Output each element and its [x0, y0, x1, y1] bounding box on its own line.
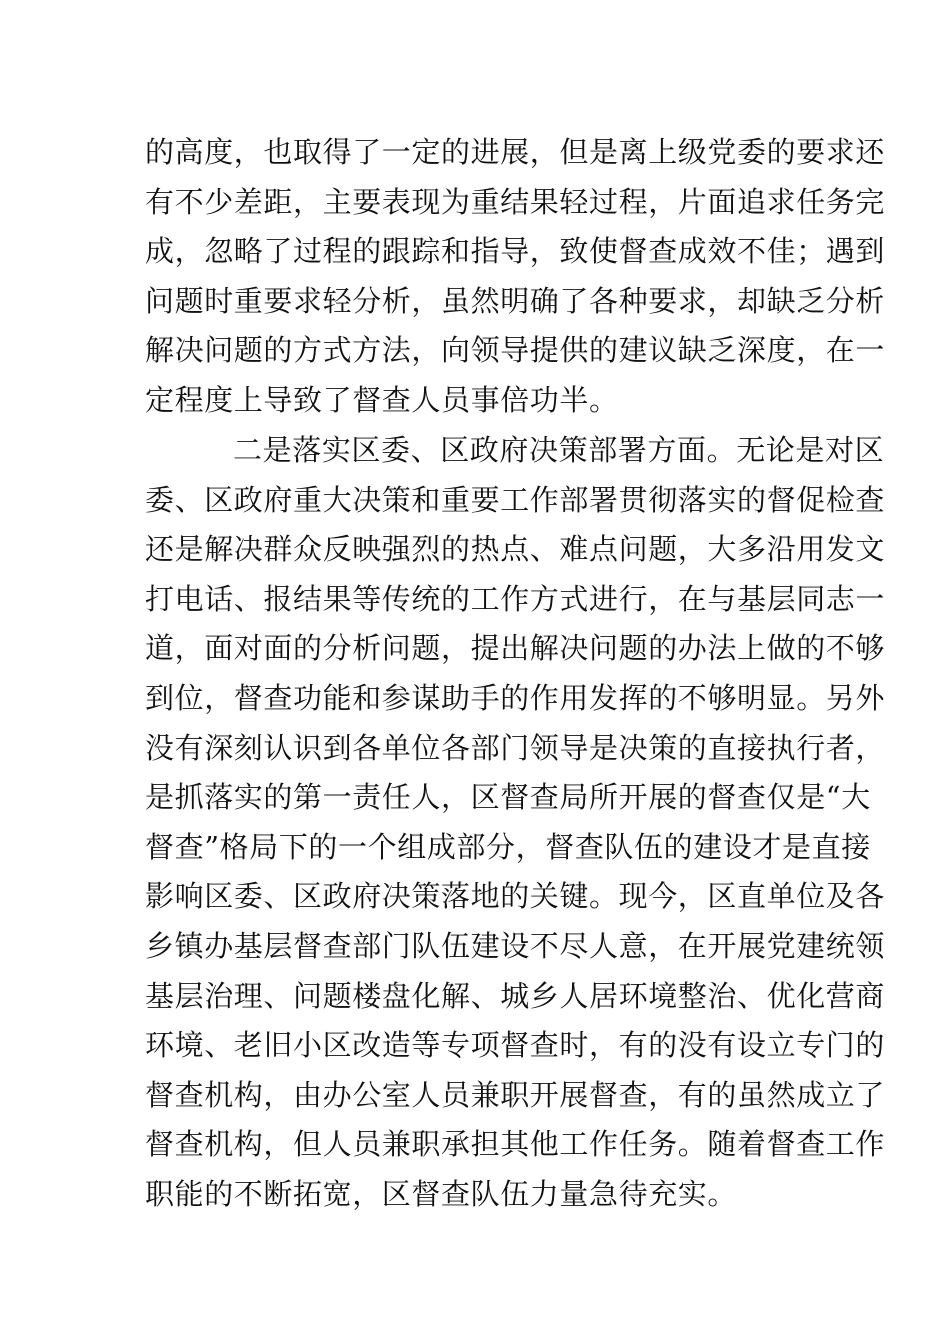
paragraph-line: 有不少差距，主要表现为重结果轻过程，片面追求任务完 [145, 184, 886, 219]
paragraph-line: 影响区委、区政府决策落地的关键。现今，区直单位及各 [145, 879, 886, 914]
paragraph-line: 职能的不断拓宽，区督查队伍力量急待充实。 [145, 1176, 738, 1211]
paragraph-line: 基层治理、问题楼盘化解、城乡人居环境整治、优化营商 [145, 978, 886, 1013]
paragraph-line: 到位，督查功能和参谋助手的作用发挥的不够明显。另外 [145, 680, 886, 715]
paragraph-line: 乡镇办基层督查部门队伍建设不尽人意，在开展党建统领 [145, 928, 886, 963]
paragraph-line: 没有深刻认识到各单位各部门领导是决策的直接执行者， [145, 730, 886, 765]
paragraph-line: 问题时重要求轻分析，虽然明确了各种要求，却缺乏分析 [145, 283, 886, 318]
paragraph-line: 是抓落实的第一责任人，区督查局所开展的督查仅是“大 [145, 780, 871, 815]
paragraph-line: 督查机构，由办公室人员兼职开展督查，有的虽然成立了 [145, 1077, 886, 1112]
paragraph-line: 解决问题的方式方法，向领导提供的建议缺乏深度，在一 [145, 333, 886, 368]
paragraph-line: 成，忽略了过程的跟踪和指导，致使督查成效不佳；遇到 [145, 234, 886, 269]
paragraph-line: 打电话、报结果等传统的工作方式进行，在与基层同志一 [145, 581, 886, 616]
paragraph-line: 道，面对面的分析问题，提出解决问题的办法上做的不够 [145, 631, 886, 666]
paragraph-line: 委、区政府重大决策和重要工作部署贯彻落实的督促检查 [145, 482, 886, 517]
paragraph-line: 督查”格局下的一个组成部分，督查队伍的建设才是直接 [145, 829, 871, 864]
paragraph-first-line: 二是落实区委、区政府决策部署方面。无论是对区 [233, 433, 885, 467]
paragraph-line: 的高度，也取得了一定的进展，但是离上级党委的要求还 [145, 135, 886, 169]
paragraph-2 [145, 426, 886, 1220]
paragraph-1 [145, 128, 886, 426]
paragraph-line: 还是解决群众反映强烈的热点、难点问题，大多沿用发文 [145, 532, 886, 567]
paragraph-line: 定程度上导致了督查人员事倍功半。 [145, 382, 619, 417]
paragraph-line: 督查机构，但人员兼职承担其他工作任务。随着督查工作 [145, 1127, 886, 1162]
paragraph-line: 环境、老旧小区改造等专项督查时，有的没有设立专门的 [145, 1028, 886, 1063]
